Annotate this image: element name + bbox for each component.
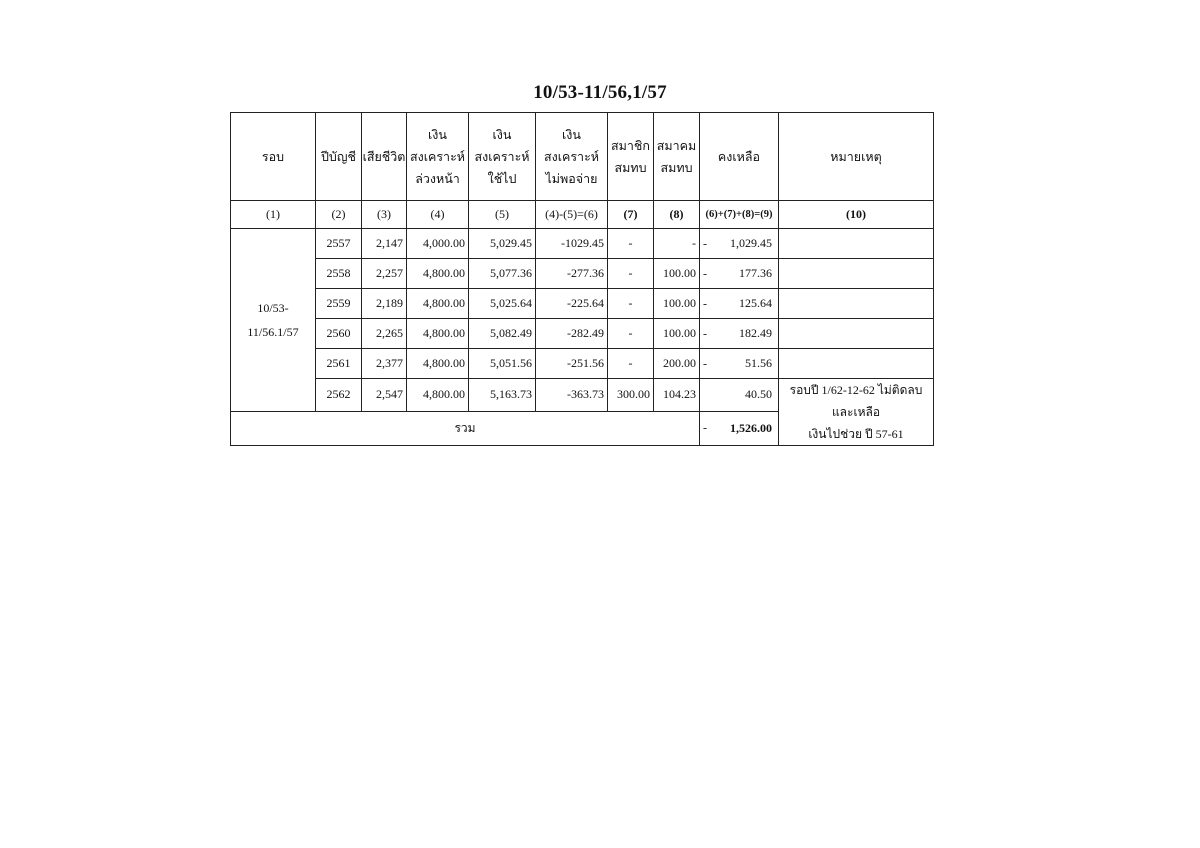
table-row [231,349,934,379]
col-number: (7) [608,201,654,229]
remark-line: รอบปี 1/62-12-62 ไม่ติดลบ และเหลือ [789,383,923,419]
header-deaths: เสียชีวิต [362,113,407,201]
header-fiscal-year: ปีบัญชี [316,113,362,201]
cell-insufficient: -1029.45 [536,229,608,259]
cell-deaths: 2,265 [362,319,407,349]
cell-remaining [700,289,779,319]
cell-deaths: 2,189 [362,289,407,319]
cell-advance: 4,000.00 [407,229,469,259]
cell-used: 5,029.45 [469,229,536,259]
cell-advance: 4,800.00 [407,319,469,349]
cell-advance: 4,800.00 [407,379,469,412]
total-sign: - [703,420,707,435]
cell-remark-note [779,379,934,446]
header-advance-line: สงเคราะห์ [409,149,466,164]
remaining-sign: - [703,356,707,370]
header-insufficient-line: สงเคราะห์ [543,149,600,164]
cell-remark [779,229,934,259]
remaining-value: 51.56 [745,356,772,370]
cell-remark [779,259,934,289]
remaining-sign: - [703,236,707,250]
cell-member: - [608,229,654,259]
cell-remaining [700,259,779,289]
remaining-sign: - [703,326,707,340]
header-remark: หมายเหตุ [779,113,934,201]
header-advance-line: ล่วงหน้า [415,171,460,186]
round-label-line: 11/56.1/57 [247,324,299,339]
cell-member: - [608,259,654,289]
round-cell [231,229,316,412]
cell-deaths: 2,147 [362,229,407,259]
document-title: 10/53-11/56,1/57 [533,82,667,103]
cell-remark [779,319,934,349]
cell-assoc: 100.00 [654,319,700,349]
cell-remark [779,289,934,319]
header-advance [407,113,469,201]
remaining-sign: - [703,266,707,280]
col-number: (4)-(5)=(6) [536,201,608,229]
table-row [231,319,934,349]
cell-remaining [700,319,779,349]
header-insufficient [536,113,608,201]
header-row [231,113,934,201]
cell-used: 5,051.56 [469,349,536,379]
cell-remaining [700,379,779,412]
cell-member: - [608,349,654,379]
cell-remark [779,349,934,379]
cell-insufficient: -251.56 [536,349,608,379]
header-member-line: สมาชิก [611,138,650,153]
header-remaining: คงเหลือ [700,113,779,201]
table-row [231,259,934,289]
header-used [469,113,536,201]
header-insufficient-line: เงิน [562,127,581,142]
round-label-line: 10/53- [257,300,289,315]
cell-year: 2558 [316,259,362,289]
total-value-cell [700,411,779,445]
header-used-line: ใช้ไป [487,171,517,186]
remark-line: เงินไปช่วย ปี 57-61 [808,427,904,441]
header-round: รอบ [231,113,316,201]
remaining-sign: - [703,296,707,310]
header-member-line: สมทบ [614,160,647,175]
col-number: (3) [362,201,407,229]
cell-deaths: 2,547 [362,379,407,412]
remaining-value: 125.64 [739,296,772,310]
column-number-row [231,201,934,229]
cell-member: - [608,289,654,319]
cell-remaining [700,349,779,379]
header-used-line: สงเคราะห์ [474,149,530,164]
cell-member: - [608,319,654,349]
cell-insufficient: -277.36 [536,259,608,289]
header-assoc-line: สมาคม [656,138,697,153]
col-number: (5) [469,201,536,229]
cell-advance: 4,800.00 [407,259,469,289]
cell-used: 5,082.49 [469,319,536,349]
cell-insufficient: -225.64 [536,289,608,319]
remaining-value: 1,029.45 [730,236,772,250]
remaining-value: 40.50 [745,387,772,402]
cell-assoc: 200.00 [654,349,700,379]
cell-assoc: 100.00 [654,289,700,319]
cell-used: 5,077.36 [469,259,536,289]
remaining-value: 177.36 [739,266,772,280]
table-row [231,289,934,319]
cell-insufficient: -363.73 [536,379,608,412]
cell-member: 300.00 [608,379,654,412]
cell-advance: 4,800.00 [407,349,469,379]
fund-summary-table [230,112,934,446]
cell-advance: 4,800.00 [407,289,469,319]
cell-remaining [700,229,779,259]
remaining-value: 182.49 [739,326,772,340]
cell-deaths: 2,257 [362,259,407,289]
col-number: (8) [654,201,700,229]
cell-year: 2561 [316,349,362,379]
table-row [231,229,934,259]
cell-year: 2562 [316,379,362,412]
cell-assoc: - [654,229,700,259]
col-number: (4) [407,201,469,229]
col-number: (6)+(7)+(8)=(9) [700,201,779,229]
col-number: (10) [779,201,934,229]
header-advance-line: เงิน [428,127,447,142]
cell-year: 2559 [316,289,362,319]
total-value: 1,526.00 [730,420,772,435]
col-number: (1) [231,201,316,229]
cell-used: 5,163.73 [469,379,536,412]
cell-assoc: 100.00 [654,259,700,289]
cell-year: 2560 [316,319,362,349]
col-number: (2) [316,201,362,229]
header-assoc-support [654,113,700,201]
header-used-line: เงิน [492,127,512,142]
cell-insufficient: -282.49 [536,319,608,349]
table-row [231,379,934,412]
cell-deaths: 2,377 [362,349,407,379]
total-label: รวม [231,411,700,445]
cell-year: 2557 [316,229,362,259]
header-member-support [608,113,654,201]
cell-assoc: 104.23 [654,379,700,412]
cell-used: 5,025.64 [469,289,536,319]
header-assoc-line: สมทบ [660,160,693,175]
header-insufficient-line: ไม่พอจ่าย [545,171,598,186]
